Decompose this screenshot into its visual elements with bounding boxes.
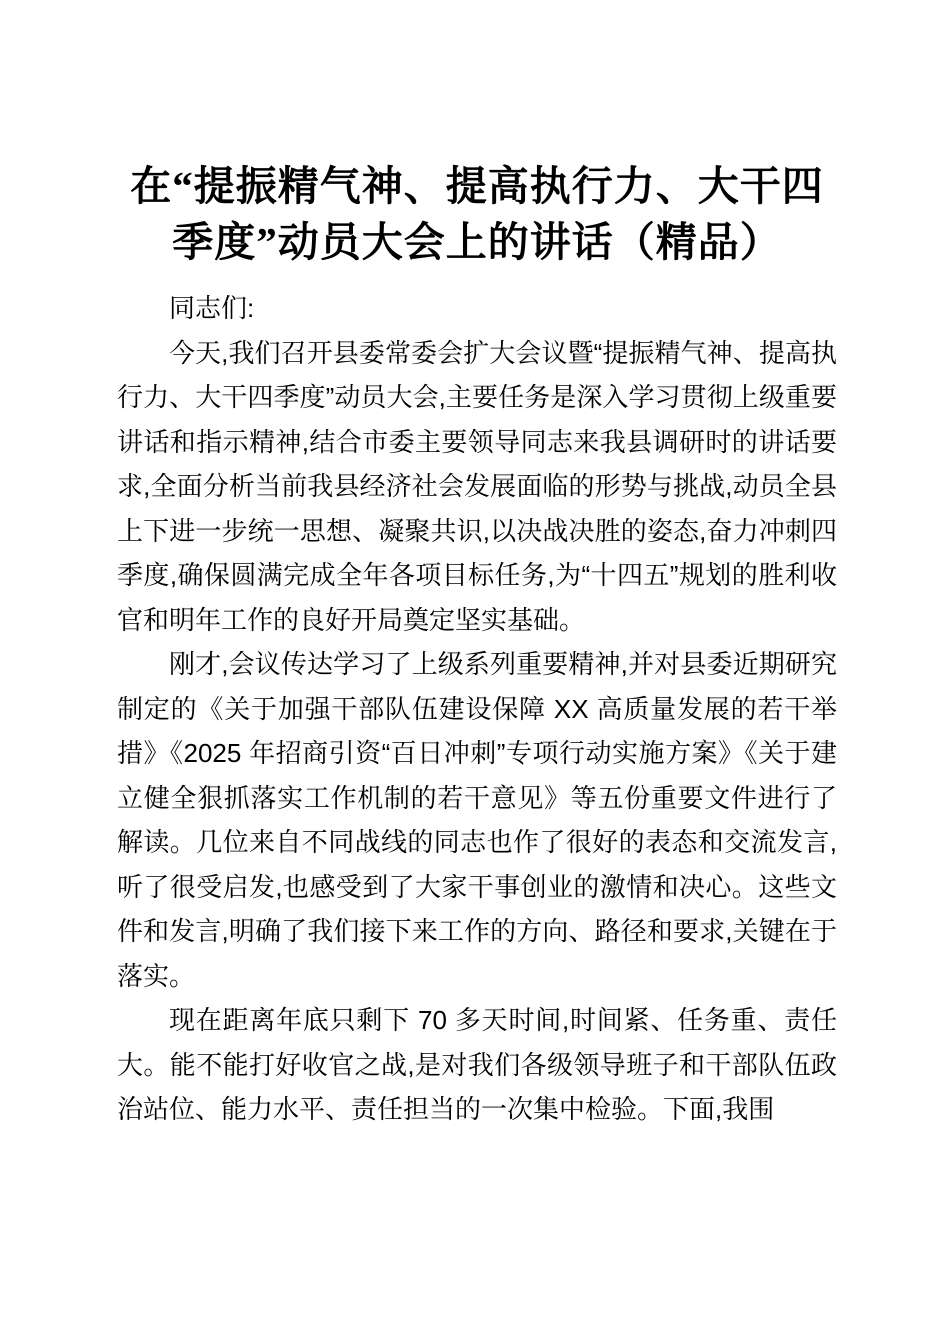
paragraph-salutation: 同志们: (169, 293, 255, 323)
paragraph-documents-readout: 刚才,会议传达学习了上级系列重要精神,并对县委近期研究制定的《关于加强干部队伍建设保障 XX 高质量发展的若干举措》《2025 年招商引资“百日冲刺”专项行动实施方案》《关于建立健全狠抓落实工作机制的若干意见》等五份重要文件进行了解读。几位来自不同战线的同志也作了很好的表态和交流发言,听了很受启发,也感受到了大家干事创业的激情和决心。这些文件和发言,明确了我们接下来工作的方向、路径和要求,关键在于落实。 (117, 649, 837, 991)
document-body (117, 286, 837, 1132)
document-title-line-1: 在“提振精气神、提高执行力、大干四 (130, 163, 824, 209)
paragraph-opening: 今天,我们召开县委常委会扩大会议暨“提振精气神、提高执行力、大干四季度”动员大会,主要任务是深入学习贯彻上级重要讲话和指示精神,结合市委主要领导同志来我县调研时的讲话要求,全面分析当前我县经济社会发展面临的形势与挑战,动员全县上下进一步统一思想、凝聚共识,以决战决胜的姿态,奋力冲刺四季度,确保圆满完成全年各项目标任务,为“十四五”规划的胜利收官和明年工作的良好开局奠定坚实基础。 (117, 337, 837, 635)
document-title-line-2: 季度”动员大会上的讲话（精品） (172, 219, 782, 265)
document-title (117, 158, 837, 270)
paragraph-year-end-countdown: 现在距离年底只剩下 70 多天时间,时间紧、任务重、责任大。能不能打好收官之战,是对我们各级领导班子和干部队伍政治站位、能力水平、责任担当的一次集中检验。下面,我围 (117, 1005, 837, 1124)
